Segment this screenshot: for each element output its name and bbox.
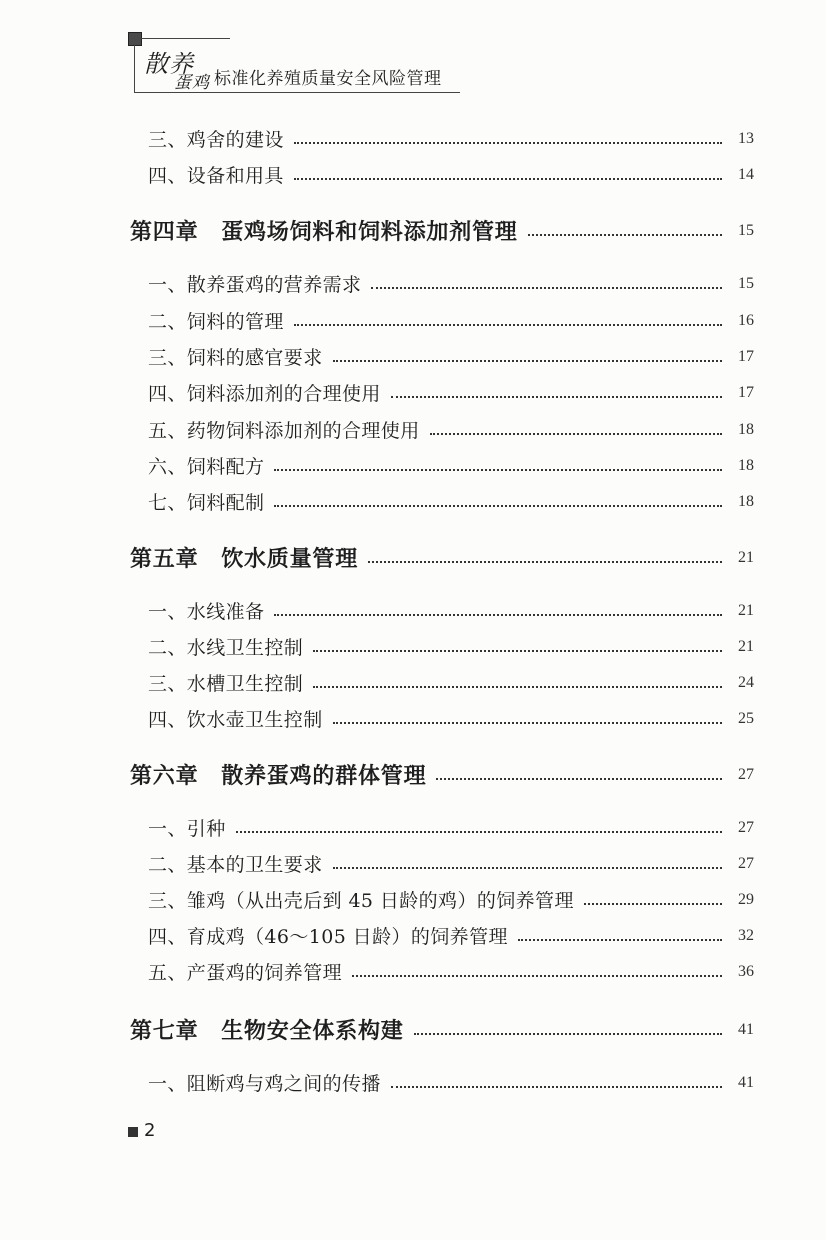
toc-page-number: 16 xyxy=(738,311,754,329)
toc-section-row[interactable] xyxy=(148,343,754,370)
toc-section-row[interactable] xyxy=(148,669,754,696)
toc-page-number: 15 xyxy=(738,274,754,292)
toc-leader-dots xyxy=(313,650,722,652)
toc-section-row[interactable] xyxy=(148,270,754,297)
toc-section-title: 四、设备和用具 xyxy=(148,165,284,187)
toc-page-number: 14 xyxy=(738,165,754,183)
toc-page-number: 27 xyxy=(738,765,754,783)
toc-chapter-row[interactable] xyxy=(130,759,754,790)
toc-section-title: 五、药物饲料添加剂的合理使用 xyxy=(148,420,420,442)
toc-chapter-title: 第七章 生物安全体系构建 xyxy=(130,1019,404,1044)
toc-section-row[interactable] xyxy=(148,416,754,443)
toc-page-number: 18 xyxy=(738,492,754,510)
toc-section-row[interactable] xyxy=(148,705,754,732)
toc-section-title: 七、饲料配制 xyxy=(148,492,265,514)
toc-leader-dots xyxy=(368,561,722,563)
toc-page-number: 27 xyxy=(738,854,754,872)
toc-leader-dots xyxy=(371,287,722,289)
toc-leader-dots xyxy=(274,505,722,507)
toc-page-number: 17 xyxy=(738,347,754,365)
toc-page-number: 18 xyxy=(738,420,754,438)
toc-section-title: 三、饲料的感官要求 xyxy=(148,347,323,369)
toc-page-number: 27 xyxy=(738,818,754,836)
toc-chapter-title: 第五章 饮水质量管理 xyxy=(130,547,359,572)
toc-chapter-title: 第四章 蛋鸡场饲料和饲料添加剂管理 xyxy=(130,220,518,245)
toc-page-number: 32 xyxy=(738,926,754,944)
toc-section-row[interactable] xyxy=(148,307,754,334)
toc-chapter-row[interactable] xyxy=(130,542,754,573)
toc-section-title: 四、饲料添加剂的合理使用 xyxy=(148,383,381,405)
toc-leader-dots xyxy=(294,142,722,144)
toc-leader-dots xyxy=(294,178,722,180)
toc-leader-dots xyxy=(391,396,722,398)
toc-section-title: 一、散养蛋鸡的营养需求 xyxy=(148,274,362,296)
toc-page-number: 36 xyxy=(738,962,754,980)
toc-leader-dots xyxy=(274,614,722,616)
toc-leader-dots xyxy=(333,722,722,724)
toc-leader-dots xyxy=(528,234,722,236)
toc-section-title: 一、引种 xyxy=(148,818,226,840)
toc-section-row[interactable] xyxy=(148,814,754,841)
toc-leader-dots xyxy=(333,867,722,869)
toc-leader-dots xyxy=(313,686,722,688)
toc-section-row[interactable] xyxy=(148,125,754,152)
toc-leader-dots xyxy=(236,831,722,833)
toc-section-row[interactable] xyxy=(148,958,754,985)
toc-section-title: 四、饮水壶卫生控制 xyxy=(148,709,323,731)
toc-leader-dots xyxy=(584,903,722,905)
toc-page-number: 25 xyxy=(738,709,754,727)
toc-page-number: 15 xyxy=(738,221,754,239)
toc-page-number: 21 xyxy=(738,601,754,619)
toc-leader-dots xyxy=(333,360,722,362)
toc-leader-dots xyxy=(274,469,722,471)
toc-leader-dots xyxy=(436,778,722,780)
toc-section-title: 一、阻断鸡与鸡之间的传播 xyxy=(148,1073,381,1095)
toc-page-number: 24 xyxy=(738,673,754,691)
toc-leader-dots xyxy=(391,1086,722,1088)
toc-page-number: 18 xyxy=(738,456,754,474)
toc-section-row[interactable] xyxy=(148,597,754,624)
toc-section-title: 三、水槽卫生控制 xyxy=(148,673,304,695)
header-brand-line2: 蛋鸡 xyxy=(174,73,210,93)
toc-page-number: 21 xyxy=(738,548,754,566)
toc-section-row[interactable] xyxy=(148,886,754,913)
toc-section-title: 二、饲料的管理 xyxy=(148,311,284,333)
footer-square-icon xyxy=(128,1127,138,1137)
toc-page-number: 13 xyxy=(738,129,754,147)
toc-page-number: 29 xyxy=(738,890,754,908)
toc-section-title: 二、基本的卫生要求 xyxy=(148,854,323,876)
toc-chapter-title: 第六章 散养蛋鸡的群体管理 xyxy=(130,764,427,789)
toc-page-number: 41 xyxy=(738,1020,754,1038)
header-book-title: 标准化养殖质量安全风险管理 xyxy=(214,69,442,89)
toc-section-title: 二、水线卫生控制 xyxy=(148,637,304,659)
toc-page-number: 41 xyxy=(738,1073,754,1091)
header-brand-line1: 散养 xyxy=(144,50,194,78)
toc-section-row[interactable] xyxy=(148,633,754,660)
toc-section-row[interactable] xyxy=(148,488,754,515)
toc-chapter-row[interactable] xyxy=(130,1014,754,1045)
toc-section-title: 三、鸡舍的建设 xyxy=(148,129,284,151)
toc-section-title: 五、产蛋鸡的饲养管理 xyxy=(148,962,343,984)
toc-section-title: 三、雏鸡（从出壳后到 45 日龄的鸡）的饲养管理 xyxy=(148,890,574,912)
toc-section-row[interactable] xyxy=(148,379,754,406)
toc-leader-dots xyxy=(294,324,722,326)
toc-leader-dots xyxy=(518,939,722,941)
toc-page-number: 21 xyxy=(738,637,754,655)
toc-leader-dots xyxy=(414,1033,722,1035)
toc-leader-dots xyxy=(430,433,722,435)
toc-section-row[interactable] xyxy=(148,161,754,188)
toc-leader-dots xyxy=(352,975,722,977)
toc-section-row[interactable] xyxy=(148,1069,754,1096)
toc-chapter-row[interactable] xyxy=(130,215,754,246)
footer-page-number: 2 xyxy=(144,1120,156,1141)
toc-section-title: 六、饲料配方 xyxy=(148,456,265,478)
toc-section-title: 一、水线准备 xyxy=(148,601,265,623)
toc-section-row[interactable] xyxy=(148,922,754,949)
toc-section-row[interactable] xyxy=(148,452,754,479)
toc-page-number: 17 xyxy=(738,383,754,401)
toc-section-title: 四、育成鸡（46～105 日龄）的饲养管理 xyxy=(148,926,508,948)
toc-section-row[interactable] xyxy=(148,850,754,877)
